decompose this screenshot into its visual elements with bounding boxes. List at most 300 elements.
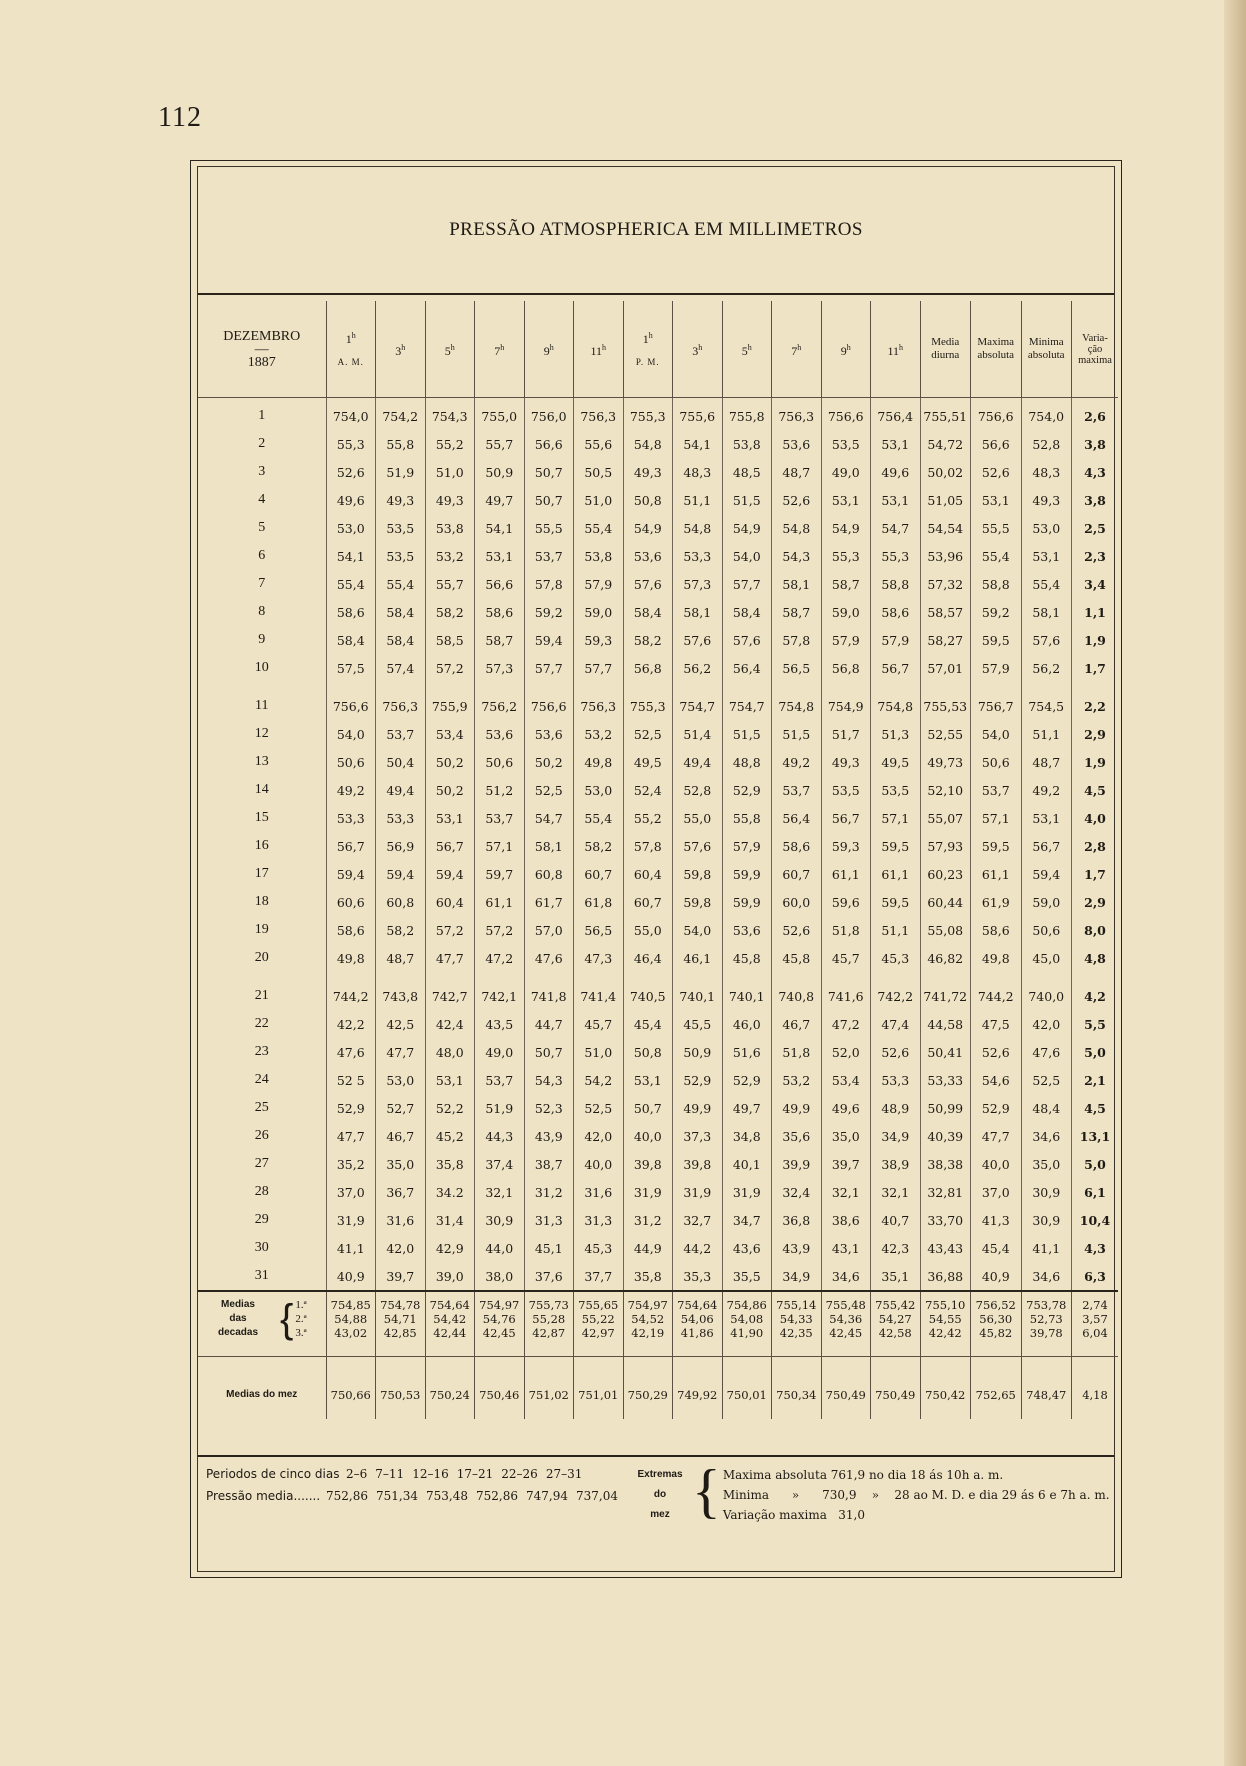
table-cell: 2,8 — [1072, 832, 1119, 860]
table-cell: 39,7 — [376, 1262, 426, 1291]
table-cell: 48,7 — [376, 944, 426, 972]
table-cell: 53,0 — [376, 1066, 426, 1094]
table-cell: 754,9 — [821, 682, 871, 720]
decade-mean-value: 42,44 — [433, 1326, 467, 1340]
table-cell: 58,6 — [871, 598, 921, 626]
table-cell: 42,5 — [376, 1010, 426, 1038]
table-cell: 44,3 — [475, 1122, 525, 1150]
table-cell: 2,9 — [1072, 720, 1119, 748]
day-number: 5 — [258, 520, 266, 535]
day-number: 25 — [254, 1100, 269, 1115]
table-cell: 32,7 — [673, 1206, 723, 1234]
period-range: 2–6 — [346, 1467, 368, 1481]
table-cell: 59,8 — [673, 860, 723, 888]
table-cell: 52,9 — [326, 1094, 376, 1122]
decade-means-row — [198, 1291, 1118, 1357]
pressure-media-values — [326, 1489, 626, 1505]
decade-mean-value: 754,64 — [677, 1298, 718, 1312]
table-cell: 41,3 — [971, 1206, 1022, 1234]
table-cell: 56,8 — [821, 654, 871, 682]
table-cell: 42,2 — [326, 1010, 376, 1038]
table-cell: 50,6 — [1021, 916, 1072, 944]
table-cell: 31,3 — [524, 1206, 574, 1234]
decade-means-cell — [971, 1291, 1022, 1357]
table-cell: 59,0 — [821, 598, 871, 626]
table-cell: 37,4 — [475, 1150, 525, 1178]
table-cell: 59,3 — [821, 832, 871, 860]
table-cell: 49,3 — [425, 486, 475, 514]
table-cell: 59,4 — [326, 860, 376, 888]
decade-mean-value: 54,71 — [383, 1312, 417, 1326]
table-cell: 2,2 — [1072, 682, 1119, 720]
table-cell: 45,4 — [971, 1234, 1022, 1262]
table-cell: 61,7 — [524, 888, 574, 916]
table-cell: 34,7 — [722, 1206, 772, 1234]
table-row — [198, 972, 1118, 1010]
table-cell: 54,9 — [722, 514, 772, 542]
table-cell: 741,8 — [524, 972, 574, 1010]
period-pressure-value: 752,86 — [326, 1489, 368, 1503]
table-cell: 53,96 — [920, 542, 971, 570]
table-cell: 55,4 — [574, 514, 624, 542]
table-cell: 51,1 — [673, 486, 723, 514]
table-cell: 60,4 — [623, 860, 673, 888]
table-cell: 53,5 — [821, 776, 871, 804]
table-cell: 51,4 — [673, 720, 723, 748]
hour-header-11pm: 11$^h$ — [871, 301, 921, 398]
month-mean-cell: 750,53 — [376, 1357, 426, 1420]
page-number: 112 — [158, 102, 202, 133]
table-row — [198, 458, 1118, 486]
table-cell: 34,9 — [772, 1262, 822, 1291]
table-cell: 50,2 — [425, 748, 475, 776]
table-cell: 58,1 — [1021, 598, 1072, 626]
table-cell: 46,0 — [722, 1010, 772, 1038]
table-cell: 48,7 — [772, 458, 822, 486]
hour-header-9am: 9$^h$ — [524, 301, 574, 398]
table-cell: 57,6 — [623, 570, 673, 598]
period-pressure-value: 753,48 — [426, 1489, 468, 1503]
table-cell: 58,2 — [623, 626, 673, 654]
table-cell: 6,3 — [1072, 1262, 1119, 1291]
table-cell: 33,70 — [920, 1206, 971, 1234]
table-row — [198, 748, 1118, 776]
table-cell: 61,1 — [971, 860, 1022, 888]
table-cell: 50,7 — [524, 1038, 574, 1066]
month-year-header — [198, 301, 326, 398]
table-cell: 31,2 — [623, 1206, 673, 1234]
table-cell: 58,57 — [920, 598, 971, 626]
table-cell: 35,6 — [772, 1122, 822, 1150]
day-number: 15 — [254, 810, 269, 825]
table-cell: 61,8 — [574, 888, 624, 916]
table-cell: 754,8 — [772, 682, 822, 720]
table-cell: 46,1 — [673, 944, 723, 972]
table-cell: 55,4 — [574, 804, 624, 832]
month-label: DEZEMBRO — [223, 328, 301, 344]
decade-mean-value: 54,27 — [878, 1312, 912, 1326]
table-cell: 39,0 — [425, 1262, 475, 1291]
table-cell: 42,0 — [376, 1234, 426, 1262]
table-cell: 35,2 — [326, 1150, 376, 1178]
decade-mean-value: 54,52 — [631, 1312, 665, 1326]
table-cell: 53,3 — [376, 804, 426, 832]
decade-mean-value: 55,22 — [581, 1312, 615, 1326]
table-cell: 755,3 — [623, 682, 673, 720]
table-cell: 59,5 — [971, 832, 1022, 860]
table-cell: 59,9 — [722, 888, 772, 916]
table-cell: 47,4 — [871, 1010, 921, 1038]
table-cell: 57,6 — [1021, 626, 1072, 654]
table-cell: 51,8 — [821, 916, 871, 944]
table-cell: 53,6 — [623, 542, 673, 570]
day-number: 11 — [255, 698, 269, 713]
table-cell: 53,1 — [971, 486, 1022, 514]
table-cell: 57,9 — [871, 626, 921, 654]
pressure-media-label: Pressão media....... — [206, 1489, 321, 1503]
table-cell: 50,7 — [524, 486, 574, 514]
table-cell: 55,3 — [326, 430, 376, 458]
table-cell: 45,8 — [722, 944, 772, 972]
period-range: 17–21 — [456, 1467, 494, 1481]
table-row — [198, 514, 1118, 542]
table-cell: 36,88 — [920, 1262, 971, 1291]
table-cell: 59,2 — [524, 598, 574, 626]
table-cell: 58,8 — [971, 570, 1022, 598]
table-cell: 54,0 — [673, 916, 723, 944]
table-cell: 55,8 — [722, 804, 772, 832]
table-cell: 57,8 — [524, 570, 574, 598]
table-cell: 53,7 — [475, 804, 525, 832]
table-row — [198, 1206, 1118, 1234]
table-cell: 51,5 — [772, 720, 822, 748]
table-cell: 50,9 — [673, 1038, 723, 1066]
table-cell: 45,3 — [574, 1234, 624, 1262]
table-cell: 55,08 — [920, 916, 971, 944]
period-pressure-value: 752,86 — [476, 1489, 518, 1503]
decade-means-cell — [326, 1291, 376, 1357]
day-number: 22 — [254, 1016, 269, 1031]
table-cell: 53,6 — [475, 720, 525, 748]
table-cell: 4,0 — [1072, 804, 1119, 832]
decade-mean-value: 754,64 — [429, 1298, 470, 1312]
table-cell: 50,41 — [920, 1038, 971, 1066]
day-number: 1 — [198, 398, 326, 431]
day-number: 2 — [258, 436, 266, 451]
table-cell: 54,0 — [326, 720, 376, 748]
decade-mean-value: 39,78 — [1029, 1326, 1063, 1340]
table-cell: 61,9 — [971, 888, 1022, 916]
table-cell: 35,8 — [425, 1150, 475, 1178]
decade-mean-value: 756,52 — [975, 1298, 1016, 1312]
table-cell: 60,44 — [920, 888, 971, 916]
table-cell: 57,1 — [475, 832, 525, 860]
table-row — [198, 1010, 1118, 1038]
table-cell: 740,1 — [673, 972, 723, 1010]
table-cell: 45,0 — [1021, 944, 1072, 972]
decade-mean-value: 45,82 — [979, 1326, 1013, 1340]
table-cell: 54,8 — [772, 514, 822, 542]
table-cell: 57,6 — [673, 626, 723, 654]
table-cell: 44,7 — [524, 1010, 574, 1038]
table-cell: 61,1 — [871, 860, 921, 888]
table-cell: 53,33 — [920, 1066, 971, 1094]
table-cell: 52,5 — [1021, 1066, 1072, 1094]
month-mean-cell: 750,42 — [920, 1357, 971, 1420]
table-cell: 48,8 — [722, 748, 772, 776]
table-cell: 55,7 — [425, 570, 475, 598]
table-cell: 52,6 — [871, 1038, 921, 1066]
table-cell: 756,4 — [871, 398, 921, 431]
table-cell: 5,0 — [1072, 1038, 1119, 1066]
table-cell: 53,7 — [376, 720, 426, 748]
am-label: A. M. — [337, 357, 364, 367]
table-cell: 45,4 — [623, 1010, 673, 1038]
table-cell: 37,0 — [326, 1178, 376, 1206]
table-cell: 4,2 — [1072, 972, 1119, 1010]
day-number: 30 — [254, 1240, 269, 1255]
table-cell: 45,8 — [772, 944, 822, 972]
table-cell: 53,1 — [821, 486, 871, 514]
table-cell: 57,4 — [376, 654, 426, 682]
month-mean-cell: 750,49 — [821, 1357, 871, 1420]
table-cell: 740,5 — [623, 972, 673, 1010]
table-cell: 53,7 — [475, 1066, 525, 1094]
table-cell: 47,6 — [326, 1038, 376, 1066]
table-cell: 51,0 — [425, 458, 475, 486]
table-cell: 58,1 — [772, 570, 822, 598]
hour-header-1am: 1$^h$ A. M. — [326, 301, 376, 398]
decade-mean-value: 54,06 — [680, 1312, 714, 1326]
table-cell: 60,4 — [425, 888, 475, 916]
table-title: PRESSÃO ATMOSPHERICA EM MILLIMETROS — [449, 219, 863, 240]
table-cell: 1,9 — [1072, 626, 1119, 654]
table-cell: 57,2 — [475, 916, 525, 944]
table-cell: 37,3 — [673, 1122, 723, 1150]
table-cell: 40,1 — [722, 1150, 772, 1178]
table-cell: 47,7 — [425, 944, 475, 972]
decade-mean-value: 754,97 — [479, 1298, 520, 1312]
table-cell: 56,5 — [772, 654, 822, 682]
table-cell: 41,1 — [326, 1234, 376, 1262]
table-cell: 38,6 — [821, 1206, 871, 1234]
decade-mean-value: 755,65 — [578, 1298, 619, 1312]
table-cell: 54,9 — [821, 514, 871, 542]
day-number: 13 — [254, 754, 269, 769]
table-cell: 49,6 — [326, 486, 376, 514]
day-number: 3 — [258, 464, 266, 479]
table-cell: 1,7 — [1072, 860, 1119, 888]
table-cell: 51,5 — [722, 720, 772, 748]
month-mean-cell: 749,92 — [673, 1357, 723, 1420]
table-cell: 55,6 — [574, 430, 624, 458]
table-cell: 49,8 — [971, 944, 1022, 972]
day-number: 10 — [254, 660, 269, 675]
table-cell: 742,7 — [425, 972, 475, 1010]
table-cell: 50,7 — [524, 458, 574, 486]
day-number: 31 — [254, 1268, 269, 1283]
table-cell: 57,2 — [425, 916, 475, 944]
table-cell: 48,0 — [425, 1038, 475, 1066]
table-cell: 53,3 — [326, 804, 376, 832]
table-cell: 742,2 — [871, 972, 921, 1010]
table-cell: 59,4 — [524, 626, 574, 654]
day-number: 28 — [254, 1184, 269, 1199]
table-cell: 31,9 — [722, 1178, 772, 1206]
table-cell: 43,43 — [920, 1234, 971, 1262]
table-row — [198, 598, 1118, 626]
table-cell: 56,6 — [971, 430, 1022, 458]
table-cell: 56,4 — [772, 804, 822, 832]
table-cell: 45,7 — [821, 944, 871, 972]
table-cell: 55,0 — [623, 916, 673, 944]
table-row — [198, 486, 1118, 514]
table-cell: 4,8 — [1072, 944, 1119, 972]
decade-mean-value: 753,78 — [1026, 1298, 1067, 1312]
table-cell: 52 5 — [326, 1066, 376, 1094]
table-cell: 54,1 — [326, 542, 376, 570]
table-cell: 52,7 — [376, 1094, 426, 1122]
table-row — [198, 654, 1118, 682]
table-cell: 30,9 — [1021, 1178, 1072, 1206]
table-cell: 52,6 — [772, 486, 822, 514]
minima-absoluta-header: Minima absoluta — [1021, 301, 1072, 398]
table-cell: 54,3 — [772, 542, 822, 570]
table-cell: 58,6 — [772, 832, 822, 860]
table-cell: 52,5 — [574, 1094, 624, 1122]
decade-brace: { — [280, 1297, 294, 1341]
month-mean-cell: 750,34 — [772, 1357, 822, 1420]
table-cell: 53,8 — [574, 542, 624, 570]
month-mean-cell: 752,65 — [971, 1357, 1022, 1420]
table-cell: 51,7 — [821, 720, 871, 748]
table-cell: 49,8 — [574, 748, 624, 776]
table-cell: 54,0 — [971, 720, 1022, 748]
table-cell: 42,0 — [574, 1122, 624, 1150]
table-cell: 59,8 — [673, 888, 723, 916]
table-cell: 49,5 — [871, 748, 921, 776]
decade-mean-value: 54,55 — [928, 1312, 962, 1326]
table-cell: 61,1 — [821, 860, 871, 888]
decade-mean-value: 755,48 — [825, 1298, 866, 1312]
table-cell: 61,1 — [475, 888, 525, 916]
table-cell: 51,1 — [1021, 720, 1072, 748]
table-cell: 31,2 — [524, 1178, 574, 1206]
table-cell: 46,7 — [376, 1122, 426, 1150]
table-cell: 47,6 — [1021, 1038, 1072, 1066]
table-cell: 31,4 — [425, 1206, 475, 1234]
table-cell: 53,1 — [475, 542, 525, 570]
table-cell: 48,3 — [1021, 458, 1072, 486]
table-cell: 54,3 — [524, 1066, 574, 1094]
table-cell: 51,5 — [722, 486, 772, 514]
table-cell: 39,7 — [821, 1150, 871, 1178]
table-cell: 52,2 — [425, 1094, 475, 1122]
decade-means-cell — [673, 1291, 723, 1357]
decade-mean-value: 54,36 — [829, 1312, 863, 1326]
table-cell: 53,3 — [673, 542, 723, 570]
table-cell: 47,2 — [821, 1010, 871, 1038]
table-cell: 30,9 — [475, 1206, 525, 1234]
header-row — [198, 301, 1118, 398]
table-cell: 37,0 — [971, 1178, 1022, 1206]
table-cell: 756,0 — [524, 398, 574, 431]
table-cell: 49,3 — [376, 486, 426, 514]
table-cell: 50,8 — [623, 486, 673, 514]
table-cell: 57,32 — [920, 570, 971, 598]
table-row — [198, 832, 1118, 860]
table-cell: 38,7 — [524, 1150, 574, 1178]
table-cell: 55,5 — [971, 514, 1022, 542]
table-cell: 47,6 — [524, 944, 574, 972]
decade-mean-value: 54,08 — [730, 1312, 764, 1326]
table-cell: 51,0 — [574, 486, 624, 514]
table-cell: 42,4 — [425, 1010, 475, 1038]
table-cell: 756,6 — [971, 398, 1022, 431]
periods-ranges — [346, 1467, 590, 1483]
table-frame-inner — [197, 166, 1115, 1572]
table-cell: 57,5 — [326, 654, 376, 682]
table-row — [198, 682, 1118, 720]
decade-mean-value: 54,88 — [334, 1312, 368, 1326]
table-cell: 3,4 — [1072, 570, 1119, 598]
table-cell: 49,73 — [920, 748, 971, 776]
table-cell: 53,4 — [821, 1066, 871, 1094]
table-cell: 54,9 — [623, 514, 673, 542]
month-means-label: Medias do mez — [198, 1357, 326, 1420]
table-cell: 54,0 — [722, 542, 772, 570]
table-cell: 10,4 — [1072, 1206, 1119, 1234]
table-cell: 744,2 — [326, 972, 376, 1010]
period-range: 22–26 — [501, 1467, 538, 1481]
table-cell: 57,3 — [673, 570, 723, 598]
table-cell: 48,3 — [673, 458, 723, 486]
table-cell: 40,7 — [871, 1206, 921, 1234]
table-cell: 32,1 — [821, 1178, 871, 1206]
decade-mean-value: 754,97 — [627, 1298, 668, 1312]
table-cell: 38,9 — [871, 1150, 921, 1178]
table-cell: 754,2 — [376, 398, 426, 431]
decade-mean-value: 54,42 — [433, 1312, 467, 1326]
year-label: 1887 — [247, 354, 276, 370]
table-cell: 54,54 — [920, 514, 971, 542]
table-cell: 58,4 — [623, 598, 673, 626]
daily-rows — [198, 398, 1118, 1292]
table-cell: 32,1 — [871, 1178, 921, 1206]
table-cell: 58,7 — [821, 570, 871, 598]
table-cell: 42,3 — [871, 1234, 921, 1262]
table-cell: 47,2 — [475, 944, 525, 972]
table-cell: 756,3 — [376, 682, 426, 720]
table-cell: 53,1 — [425, 804, 475, 832]
table-cell: 55,4 — [971, 542, 1022, 570]
decade-mean-value: 42,58 — [878, 1326, 912, 1340]
day-number: 9 — [258, 632, 266, 647]
table-cell: 41,1 — [1021, 1234, 1072, 1262]
table-cell: 754,5 — [1021, 682, 1072, 720]
table-cell: 55,8 — [376, 430, 426, 458]
period-pressure-value: 751,34 — [376, 1489, 418, 1503]
table-cell: 60,8 — [524, 860, 574, 888]
title-rule — [198, 293, 1114, 295]
table-cell: 60,8 — [376, 888, 426, 916]
table-cell: 6,1 — [1072, 1178, 1119, 1206]
table-cell: 58,6 — [326, 916, 376, 944]
table-cell: 34,6 — [1021, 1122, 1072, 1150]
table-cell: 2,1 — [1072, 1066, 1119, 1094]
decade-mean-value: 41,90 — [730, 1326, 764, 1340]
table-cell: 57,9 — [821, 626, 871, 654]
